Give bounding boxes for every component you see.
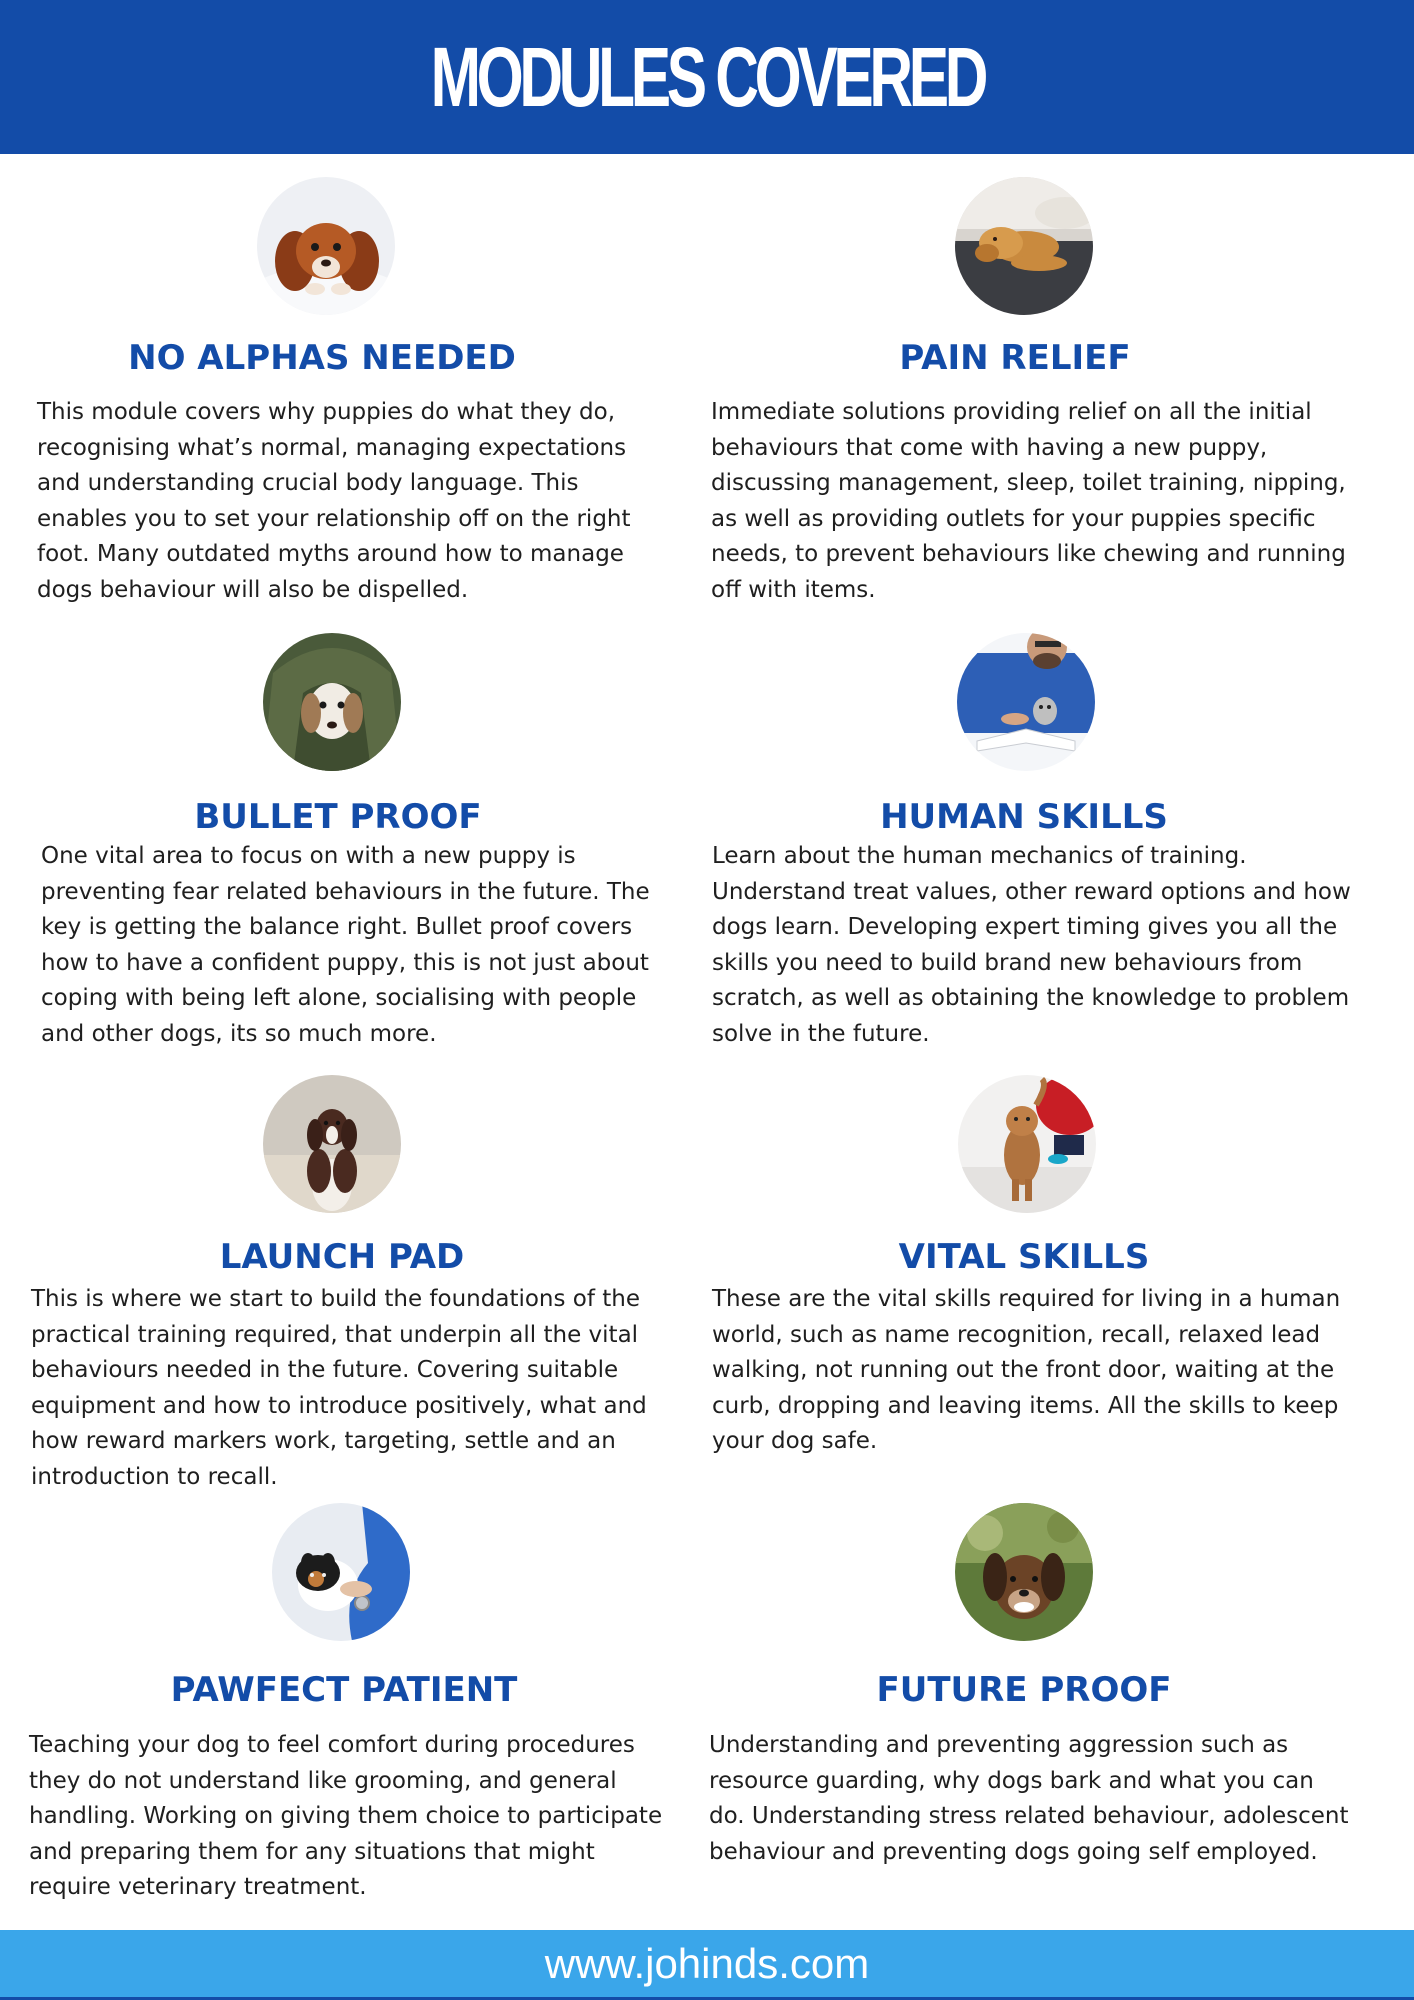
module-description-no-alphas-needed: This module covers why puppies do what they do, recognising what’s normal, managing expectations and understanding crucial body language. This enables you to set your relationship off on the right foot. Many outdated myths around how to manage dogs behaviour will also be dispelled. <box>37 399 631 603</box>
module-title-pawfect-patient: PAWFECT PATIENT <box>170 1670 518 1710</box>
module-description-human-skills: Learn about the human mechanics of training. Understand treat values, other reward options and how dogs learn. Developing expert timing gives you all the skills you need to build brand new behaviours from scratch, as well as obtaining the knowledge to problem solve in the future. <box>712 843 1351 1047</box>
golden-retriever-sleeping-photo <box>955 177 1093 315</box>
module-title-vital-skills: VITAL SKILLS <box>898 1237 1150 1277</box>
module-title-human-skills: HUMAN SKILLS <box>880 797 1168 837</box>
spaniel-puppy-sitting-photo <box>263 1075 401 1213</box>
puppy-at-vet-photo <box>272 1503 410 1641</box>
puppy-under-blanket-photo <box>263 633 401 771</box>
module-title-launch-pad: LAUNCH PAD <box>219 1237 465 1277</box>
module-description-pain-relief: Immediate solutions providing relief on all the initial behaviours that come with having a new puppy, discussing management, sleep, toilet training, nipping, as well as providing outlets for your puppies specific needs, to prevent behaviours like chewing and running off with items. <box>711 399 1346 603</box>
module-title-no-alphas-needed: NO ALPHAS NEEDED <box>128 338 516 378</box>
header-banner <box>0 0 1414 154</box>
module-description-bullet-proof: One vital area to focus on with a new puppy is preventing fear related behaviours in the future. The key is getting the balance right. Bullet proof covers how to have a confident puppy, this is not just about coping with being left alone, socialising with people and other dogs, its so much more. <box>41 843 650 1047</box>
module-title-future-proof: FUTURE PROOF <box>876 1670 1172 1710</box>
module-title-pain-relief: PAIN RELIEF <box>899 338 1131 378</box>
module-title-bullet-proof: BULLET PROOF <box>194 797 482 837</box>
module-description-launch-pad: This is where we start to build the foundations of the practical training required, that underpin all the vital behaviours needed in the future. Covering suitable equipment and how to introduce positively, what and how reward markers work, targeting, settle and an introduction to recall. <box>31 1286 647 1490</box>
man-reading-with-puppy-photo <box>957 633 1095 771</box>
page-title: MODULES COVERED <box>430 30 984 124</box>
cavalier-puppy-photo <box>257 177 395 315</box>
happy-dog-photo <box>955 1503 1093 1641</box>
footer-banner <box>0 1930 1414 2000</box>
module-description-vital-skills: These are the vital skills required for living in a human world, such as name recognition, recall, relaxed lead walking, not running out the front door, waiting at the curb, dropping and leaving items. All the skills to keep your dog safe. <box>712 1286 1341 1455</box>
module-description-future-proof: Understanding and preventing aggression such as resource guarding, why dogs bark and what you can do. Understanding stress related behaviour, adolescent behaviour and preventing dogs going self employed. <box>709 1732 1349 1865</box>
doodle-walking-photo <box>958 1075 1096 1213</box>
website-link[interactable]: www.johinds.com <box>544 1939 870 1987</box>
module-description-pawfect-patient: Teaching your dog to feel comfort during procedures they do not understand like grooming, and general handling. Working on giving them choice to participate and preparing them for any situations that might require veterinary treatment. <box>29 1732 663 1901</box>
